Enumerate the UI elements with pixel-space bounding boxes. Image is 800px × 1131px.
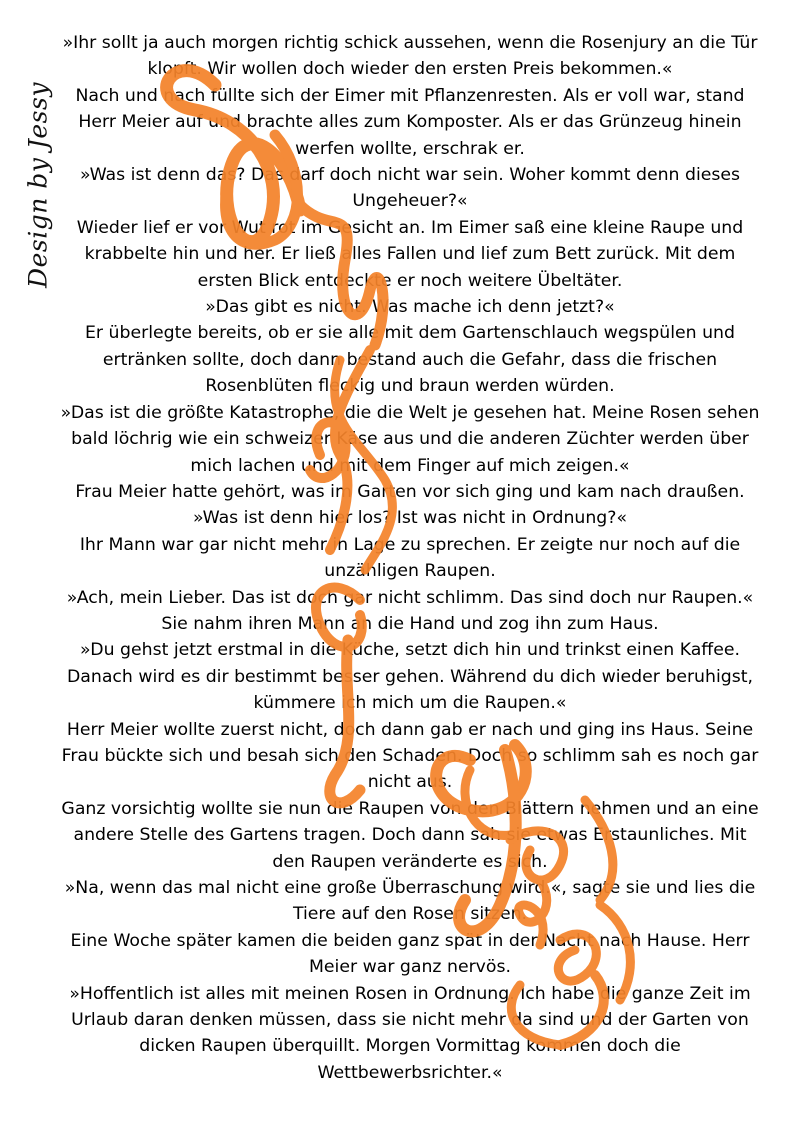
paragraph: »Hoffentlich ist alles mit meinen Rosen in Ordnung. Ich habe die ganze Zeit im Urlaub daran denken müssen, dass sie nicht mehr da sind und der Garten von dicken Raupen überquillt. Morgen Vormittag kommen doch die Wettbewerbsrichter.« <box>69 983 751 1083</box>
paragraph: Ganz vorsichtig wollte sie nun die Raupen von den Blättern nehmen und an eine andere Stelle des Gartens tragen. Doch dann sah sie etwas Erstaunliches. Mit den Raupen veränderte es sich. <box>61 798 759 872</box>
paragraph: »Das ist die größte Katastrophe, die die Welt je gesehen hat. Meine Rosen sehen bald löchrig wie ein schweizer Käse aus und die anderen Züchter werden über mich lachen und mit dem Finger auf mich zeigen.« <box>60 402 760 476</box>
paragraph: »Du gehst jetzt erstmal in die Küche, setzt dich hin und trinkst einen Kaffee. Danach wird es dir bestimmt besser gehen. Während du dich wieder beruhigst, kümmere ich mich um die Raupen.« <box>66 640 754 714</box>
paragraph: »Was ist denn das? Das darf doch nicht war sein. Woher kommt denn dieses Ungeheuer?« <box>79 165 741 212</box>
paragraph: »Das gibt es nicht. Was mache ich denn jetzt?« <box>205 297 615 318</box>
paragraph: Eine Woche später kamen die beiden ganz spät in der Nacht nach Hause. Herr Meier war ganz nervös. <box>70 930 750 978</box>
paragraph: Sie nahm ihren Mann an die Hand und zog ihn zum Haus. <box>161 613 659 634</box>
paragraph: Wieder lief er vor Wut rot im Gesicht an. Im Eimer saß eine kleine Raupe und krabbelte hin und her. Er ließ alles Fallen und lief zum Bett zurück. Mit dem ersten Blick entdeckte er noch weitere Übeltäter. <box>76 217 744 291</box>
paragraph: Nach und nach füllte sich der Eimer mit Pflanzenresten. Als er voll war, stand Herr Meier auf und brachte alles zum Komposter. Als er das Grünzeug hinein werfen wollte, erschrak er. <box>75 85 745 159</box>
paragraph: »Na, wenn das mal nicht eine große Überraschung wird.«, sagte sie und lies die Tiere auf den Rosen sitzen. <box>64 878 756 925</box>
side-credit-text: Design by Jessy <box>23 82 53 288</box>
paragraph: Er überlegte bereits, ob er sie alle mit dem Gartenschlauch wegspülen und ertränken sollte, doch dann bestand auch die Gefahr, dass die frischen Rosenblüten fleckig und braun werden würden. <box>85 323 735 397</box>
paragraph: Frau Meier hatte gehört, was im Garten vor sich ging und kam nach draußen. <box>75 481 745 502</box>
paragraph: »Ihr sollt ja auch morgen richtig schick aussehen, wenn die Rosenjury an die Tür klopft. Wir wollen doch wieder den ersten Preis bekommen.« <box>62 33 758 80</box>
story-text <box>60 30 760 1086</box>
paragraph: Ihr Mann war gar nicht mehr in Lage zu sprechen. Er zeigte nur noch auf die unzähligen Raupen. <box>79 534 741 582</box>
paragraph: »Was ist denn hier los? Ist was nicht in Ordnung?« <box>192 508 628 529</box>
paragraph: »Ach, mein Lieber. Das ist doch gar nicht schlimm. Das sind doch nur Raupen.« <box>66 587 754 608</box>
paragraph: Herr Meier wollte zuerst nicht, doch dann gab er nach und ging ins Haus. Seine Frau bückte sich und besah sich den Schaden. Doch so schlimm sah es noch gar nicht aus. <box>61 719 759 793</box>
